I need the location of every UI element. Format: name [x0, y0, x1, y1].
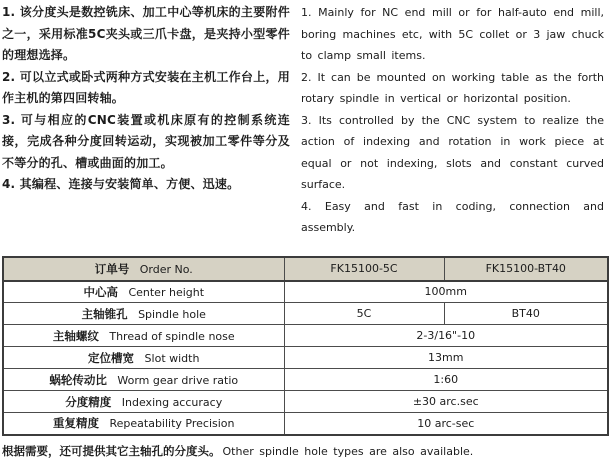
table-row-indexing-accuracy [3, 391, 608, 413]
row-label-cell [3, 391, 284, 413]
table-row-slot-width [3, 347, 608, 369]
row-label-cell [3, 281, 284, 303]
intro-item-en-4: 4. Easy and fast in coding, connection and assembly. [301, 199, 604, 234]
row-label-en: Thread of spindle nose [109, 329, 235, 343]
row-value: 100mm [284, 281, 608, 303]
footer-note-en: Other spindle hole types are also available. [222, 444, 474, 458]
intro-item-en-3: 3. Its controlled by the CNC system to realize the action of indexing and rotation in work piece at equal or not indexing, slots and constant curved surface. [301, 113, 604, 191]
intro-item-cn-4: 4. 其编程、连接与安装简单、方便、迅速。 [2, 177, 240, 191]
row-label-cell [3, 347, 284, 369]
row-label-cn: 主轴螺纹 [52, 328, 99, 343]
row-label-cell [3, 303, 284, 325]
intro-item-cn-1: 1. 该分度头是数控铣床、加工中心等机床的主要附件之一，采用标准5C夹头或三爪卡盘，是夹持小型零件的理想选择。 [2, 5, 290, 62]
header-model-fk15100-bt40: FK15100-BT40 [444, 257, 608, 281]
header-model-fk15100-5c: FK15100-5C [284, 257, 444, 281]
header-label-en: Order No. [139, 262, 193, 276]
row-value: ±30 arc.sec [284, 391, 608, 413]
table-row-spindle-hole [3, 303, 608, 325]
row-label-cell [3, 413, 284, 435]
row-label-cn: 定位槽宽 [88, 350, 135, 365]
intro-item-en-1: 1. Mainly for NC end mill or for half-auto end mill, boring machines etc, with 5C collet or 3 jaw chuck to clamp small items. [301, 6, 604, 62]
footer-note-cn: 根据需要，还可提供其它主轴孔的分度头。 [2, 443, 221, 458]
intro-chinese-column [2, 2, 290, 196]
row-label-en: Worm gear drive ratio [117, 373, 239, 387]
row-value: 2-3/16"-10 [284, 325, 608, 347]
row-value: 13mm [284, 347, 608, 369]
intro-section [2, 2, 607, 239]
row-label-cn: 重复精度 [52, 416, 99, 431]
row-label-en: Spindle hole [138, 307, 206, 321]
row-label-en: Slot width [144, 351, 200, 365]
table-row-repeatability-precision [3, 413, 608, 435]
header-label-cn: 订单号 [94, 261, 130, 276]
row-label-en: Center height [128, 285, 205, 299]
row-value-bt40: BT40 [444, 303, 608, 325]
row-value: 1:60 [284, 369, 608, 391]
table-row-thread-of-spindle-nose [3, 325, 608, 347]
row-value-5c: 5C [284, 303, 444, 325]
row-label-en: Indexing accuracy [121, 395, 223, 409]
table-row-worm-gear-drive-ratio [3, 369, 608, 391]
row-value: 10 arc-sec [284, 413, 608, 435]
row-label-cn: 分度精度 [65, 394, 112, 409]
row-label-cn: 主轴锥孔 [81, 306, 128, 321]
intro-item-en-2: 2. It can be mounted on working table as the forth rotary spindle in vertical or horizontal position. [301, 70, 604, 105]
spec-table [2, 256, 609, 436]
header-label-cell [3, 257, 284, 281]
footer-note [2, 444, 607, 459]
row-label-cn: 蜗轮传动比 [49, 372, 107, 387]
intro-item-cn-3: 3. 可与相应的CNC装置或机床原有的控制系统连接，完成各种分度回转运动，实现被加工零件等分及不等分的孔、槽或曲面的加工。 [2, 112, 290, 170]
intro-english-column [301, 2, 604, 239]
row-label-en: Repeatability Precision [109, 417, 235, 431]
intro-item-cn-2: 2. 可以立式或卧式两种方式安装在主机工作台上，用作主机的第四回转轴。 [2, 69, 290, 105]
table-row-center-height [3, 281, 608, 303]
row-label-cell [3, 369, 284, 391]
row-label-cell [3, 325, 284, 347]
table-header-row [3, 257, 608, 281]
row-label-cn: 中心高 [83, 284, 118, 299]
